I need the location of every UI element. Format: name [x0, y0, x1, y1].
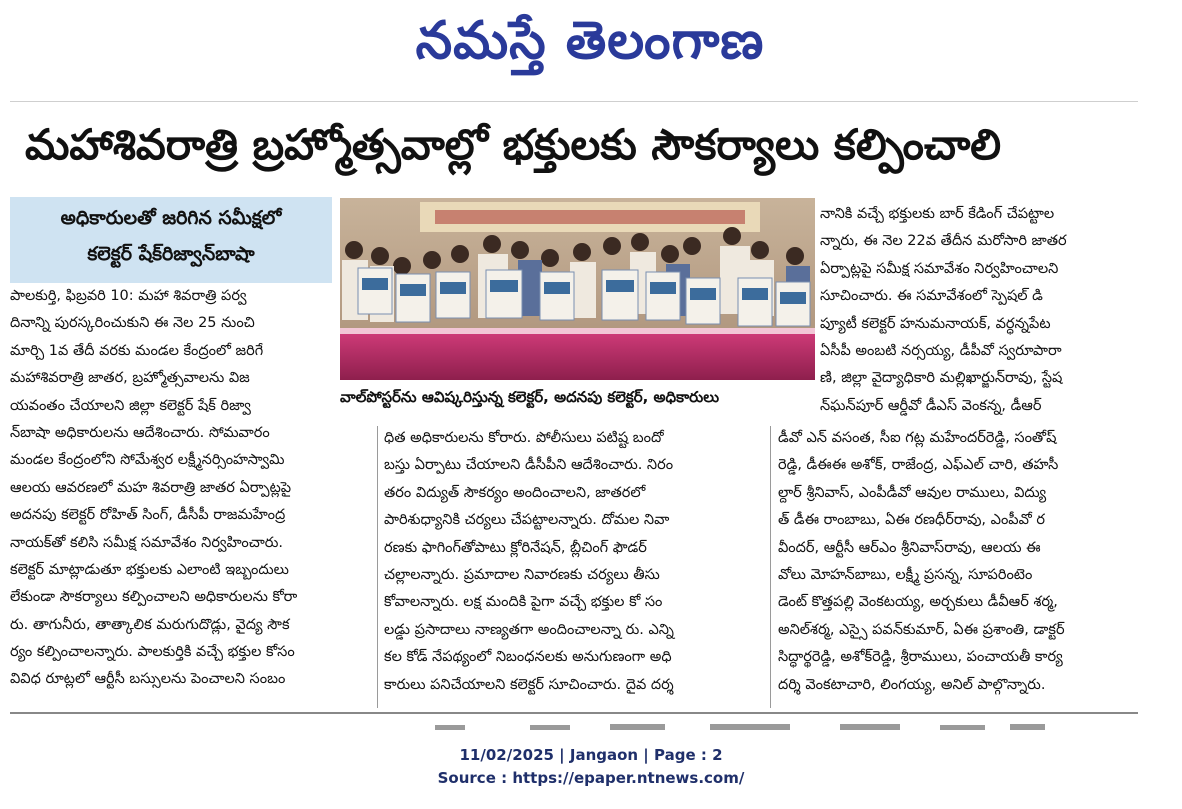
column-text-line: కల కోడ్ నేపథ్యంలో నిబంధనలకు అనుగుణంగా అధి — [384, 649, 672, 666]
masthead-divider — [10, 101, 1138, 102]
column-text-line: డీవో ఎన్ వసంత, సీఐ గట్ల మహేందర్‌రెడ్డి, సంతోష్ — [778, 430, 1057, 446]
column-text-line: ణి, జిల్లా వైద్యాధికారి మల్లిఖార్జున్‌రావు, స్టేష — [820, 370, 1063, 387]
column-text-line: మండల కేంద్రంలోని సోమేశ్వర లక్ష్మీనర్సింహస్వామి — [10, 452, 285, 469]
column-text-line: దినాన్ని పురస్కరించుకుని ఈ నెల 25 నుంచి — [10, 315, 255, 332]
source-link[interactable]: Source : https://epaper.ntnews.com/ — [437, 769, 745, 787]
article-column-3 — [778, 425, 1140, 699]
column-text-line: చల్లాలన్నారు. ప్రమాదాల నివారణకు చర్యలు తీసు — [384, 566, 660, 583]
column-text-line: కారులు పనిచేయాలని కలెక్టర్ సూచించారు. దైవ దర్శ — [384, 676, 674, 693]
cutoff-text-fragments — [10, 719, 1138, 732]
column-text-line: మహాశివరాత్రి జాతర, బ్రహ్మోత్సవాలను విజ — [10, 370, 250, 387]
column-text-line: ఏసీపీ అంబటి నర్సయ్య, డీపీవో స్వరూపారా — [820, 342, 1062, 359]
column-text-line: వోలు మోహన్‌బాబు, లక్ష్మీ ప్రసన్న, సూపరింటెం — [778, 566, 1033, 583]
article-subhead — [10, 197, 332, 283]
column-text-line: బస్తు ఏర్పాటు చేయాలని డీసీపీని ఆదేశించారు. నిరం — [384, 457, 674, 474]
column-text-line: తరం విద్యుత్ సౌకర్యం అందించాలని, జాతరలో — [384, 484, 646, 501]
column-text-line: పారిశుధ్యానికి చర్యలు చేపట్టాలన్నారు. దోమల నివా — [384, 512, 670, 529]
column-text-line: అనిల్‌శర్మ, ఎస్సై పవన్‌కుమార్, ఏఈ ప్రశాంతి, డాక్టర్ — [778, 621, 1065, 638]
column-text-line: పాలకుర్తి, ఫిబ్రవరి 10: మహా శివరాత్రి పర్వ — [10, 288, 247, 304]
column-text-line: సిద్ధార్థరెడ్డి, అశోక్‌రెడ్డి, శ్రీరాములు, పంచాయతీ కార్య — [778, 649, 1063, 666]
subhead-line-2: కలెక్టర్ షేక్‌రిజ్వాన్‌బాషా — [87, 243, 255, 265]
column-text-line: రణకు ఫాగింగ్‌తోపాటు క్లోరినేషన్, బ్లీచింగ్ ఫౌడర్ — [384, 539, 647, 556]
newspaper-logo: నమస్తే తెలంగాణ — [415, 11, 765, 71]
column-text-line: మార్చి 1వ తేదీ వరకు మండల కేంద్రంలో జరిగే — [10, 342, 264, 359]
masthead — [0, 0, 1182, 78]
column-text-line: ఏర్పాట్లపై సమీక్ష సమావేశం నిర్వహించాలని — [820, 260, 1059, 277]
article-column-3-top — [820, 201, 1140, 420]
column-text-line: న్నారు, ఈ నెల 22వ తేదీన మరోసారి జాతర — [820, 233, 1067, 250]
column-text-line: ప్యూటీ కలెక్టర్ హనుమనాయక్, వర్ధన్నపేట — [820, 315, 1051, 332]
column-text-line: రెడ్డి, డీఈఈ అశోక్, రాజేంద్ర, ఎఫ్ఎల్ చారి, తహసీ — [778, 457, 1059, 474]
column-text-line: వీందర్, ఆర్టీసీ ఆర్ఎం శ్రీనివాస్‌రావు, ఆలయ ఈ — [778, 539, 1041, 556]
column-text-line: లేకుండా సౌకర్యాలు కల్పించాలని అధికారులను కోరా — [10, 589, 298, 606]
column-text-line: డెంట్ కొత్తపల్లి వెంకటయ్య, అర్చకులు డీవీఆర్ శర్మ, — [778, 594, 1058, 611]
article-bottom-rule — [10, 712, 1138, 714]
column-text-line: నానికి వచ్చే భక్తులకు బార్ కేడింగ్ చేపట్టాల — [820, 206, 1055, 222]
subhead-line-1: అధికారులతో జరిగిన సమీక్షలో — [60, 207, 282, 229]
article-photo — [340, 198, 815, 380]
article-headline: మహాశివరాత్రి బ్రహ్మోత్సవాల్లో భక్తులకు సౌకర్యాలు కల్పించాలి — [25, 120, 1002, 169]
edition-info: 11/02/2025 | Jangaon | Page : 2 — [459, 746, 723, 764]
article-column-2 — [384, 425, 764, 699]
column-text-line: సూచించారు. ఈ సమావేశంలో స్పెషల్ డి — [820, 288, 1043, 305]
event-photo-illustration — [340, 198, 815, 380]
column-text-line: న్‌ఘన్‌పూర్ ఆర్డీవో డీఎస్ వెంకన్న, డీఆర్ — [820, 397, 1042, 414]
column-divider-2 — [770, 426, 771, 708]
column-divider-1 — [377, 426, 378, 708]
photo-caption: వాల్‌పోస్టర్‌ను ఆవిష్కరిస్తున్న కలెక్టర్, అదనపు కలెక్టర్, అధికారులు — [340, 388, 720, 406]
column-text-line: యవంతం చేయాలని జిల్లా కలెక్టర్ షేక్ రిజ్వా — [10, 397, 251, 414]
next-article-cutoff — [10, 718, 1138, 732]
column-text-line: కలెక్టర్ మాట్లాడుతూ భక్తులకు ఎలాంటి ఇబ్బందులు — [10, 561, 289, 578]
column-text-line: కోవాలన్నారు. లక్ష మందికి పైగా వచ్చే భక్తుల కో సం — [384, 594, 663, 611]
column-text-line: ధిత అధికారులను కోరారు. పోలీసులు పటిష్ట బందో — [384, 430, 664, 446]
article-column-1 — [10, 283, 372, 694]
column-text-line: లడ్డు ప్రసాదాలు నాణ్యతగా అందించాలన్నా రు. ఎన్ని — [384, 621, 674, 638]
column-text-line: రు. తాగునీరు, తాత్కాలిక మరుగుదొడ్లు, వైద్య సౌక — [10, 616, 290, 633]
column-text-line: ల్దార్ శ్రీనివాస్, ఎంపీడీవో ఆవుల రాములు, విద్యు — [778, 484, 1047, 501]
column-text-line: దర్శి వెంకటాచారి, లింగయ్య, అనిల్ పాల్గొన్నారు. — [778, 676, 1046, 693]
column-text-line: ర్యం కల్పించాలన్నారు. పాలకుర్తికి వచ్చే భక్తుల కోసం — [10, 644, 295, 661]
column-text-line: నాయక్‌తో కలిసి సమీక్ష సమావేశం నిర్వహించారు. — [10, 534, 283, 551]
column-text-line: వివిధ రూట్లలో ఆర్టీసీ బస్సులను పెంచాలని సంబం — [10, 671, 286, 688]
column-text-line: త్ డీఈ రాంబాబు, ఏఈ రణధీర్‌రావు, ఎంపీవో ర — [778, 512, 1045, 529]
column-text-line: అదనపు కలెక్టర్ రోహిత్ సింగ్, డీసీపీ రాజమహేంద్ర — [10, 507, 286, 524]
column-text-line: న్‌బాషా అధికారులను ఆదేశించారు. సోమవారం — [10, 424, 270, 441]
column-text-line: ఆలయ ఆవరణలో మహ శివరాత్రి జాతర ఏర్పాట్లపై — [10, 479, 292, 496]
